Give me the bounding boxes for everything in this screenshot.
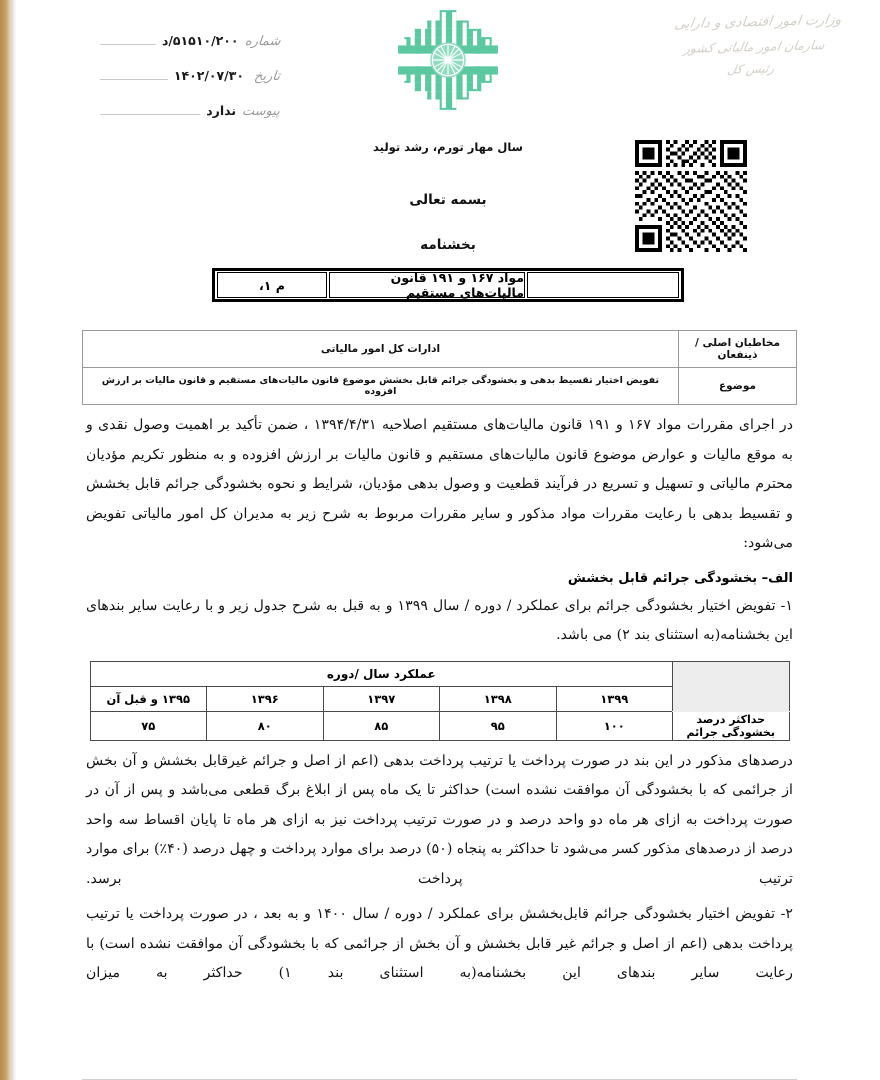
data-table-col-1397: ۱۳۹۷ [323,686,440,711]
meta-rule-attachment [100,114,200,115]
meta-value-number: ۵۱۵۱۰/۲۰۰/د [161,33,239,48]
letterhead [16,0,880,128]
forgiveness-percentage-table [90,661,790,741]
info-table [82,330,797,405]
title-box-empty-cell [527,272,679,298]
info-key-audience: مخاطبان اصلی / ذینفعان [679,331,797,368]
basmala: بسمه تعالی [409,192,487,208]
meta-value-attachment: ندارد [206,103,237,118]
data-table-value-1398: ۹۵ [440,711,557,740]
tax-administration-emblem-icon [396,8,500,112]
meta-row-attachment [100,84,280,119]
info-value-subject: تفویض اختیار تقسیط بدهی و بخشودگی جرائم قابل بخشش موضوع قانون مالیات‌های مستقیم و قانون مالیات بر ارزش افزوده [83,368,679,405]
document-page [16,0,880,1080]
data-table-value-1396: ۸۰ [207,711,324,740]
scan-edge-strip [0,0,11,1080]
meta-rule-date [100,79,168,80]
info-key-subject: موضوع [679,368,797,405]
table-row [83,368,797,405]
meta-value-date: ۱۴۰۲/۰۷/۳۰ [173,68,244,83]
clause-1-paragraph: ۱- تفویض اختیار بخشودگی جرائم برای عملکرد / دوره / سال ۱۳۹۹ و به قبل به شرح جدول زیر و با رعایت سایر بندهای این بخشنامه(به استثنای بند ۲) می باشد. [86,597,794,644]
data-table-corner-cell [673,661,790,711]
data-table-value-1399: ۱۰۰ [556,711,673,740]
table-row [90,711,789,740]
data-table-col-1398: ۱۳۹۸ [440,686,557,711]
ministry-line-3: رئیس کل [726,61,776,77]
title-box [212,268,684,302]
document-meta-block [100,14,280,119]
clause-2-paragraph: ۲- تفویض اختیار بخشودگی جرائم قابل‌بخشش برای عملکرد / دوره / سال ۱۴۰۰ و به بعد ، در صورت پرداخت یا ترتیب پرداخت بدهی (اعم از اصل و جرائم غیر قابل بخشش و آن بخش از جرائمی که با بخشودگی آن موافقت نشده است) با رعایت سایر بندهای این بخشنامه(به استثنای بند ۱) حداکثر به میزان [86,906,793,982]
title-box-code-cell: م ۱، [217,272,327,298]
meta-row-number [100,14,280,49]
intro-paragraph: در اجرای مقررات مواد ۱۶۷ و ۱۹۱ قانون مالیات‌های مستقیم اصلاحیه ۱۳۹۴/۴/۳۱ ، ضمن تأکید بر اهمیت وصول نقدی و به موقع مالیات و عوارض موضوع قانون مالیات‌های مستقیم و قانون مالیات بر ارزش افزوده و به منظور تکریم مؤدیان محترم مالیاتی و تسهیل و تسریع در فرآیند قطعیت و وصول بدهی مؤدیان، شرایط و نحوه بخشودگی جرائم قابل بخشش و تقسیط بدهی با رعایت مقررات مواد مذکور و سایر مقررات مربوط به شرح زیر به مدیران کل امور مالیاتی تفویض می‌شود: [86,417,794,552]
ministry-calligraphy [641,7,867,83]
post-table-paragraph: درصدهای مذکور در این بند در صورت پرداخت یا ترتیب پرداخت بدهی (اعم از اصل و جرائم غیرقابل بخشش و آن بخش از جرائمی که با بخشودگی آن موافقت نشده است) حداکثر تا یک ماه پس از ابلاغ برگ قطعی می‌باشد و پس از آن در صورت پرداخت به ازای هر ماه دو واحد درصد و در صورت ترتیب پرداخت نیز به ازای هر ماه تا پایان اقساط سه واحد درصد از درصدهای مذکور کسر می‌شود تا حداکثر به پنجاه (۵۰) درصد برای موارد پرداخت و چهل درصد (۴۰٪) برای موارد ترتیب پرداخت برسد. [86,752,793,887]
meta-row-date [100,49,280,84]
data-table-group-header: عملکرد سال /دوره [90,661,673,686]
table-row [83,331,797,368]
meta-label-date: تاریخ [253,69,281,84]
data-table-col-1399: ۱۳۹۹ [556,686,673,711]
table-row [90,661,789,686]
title-box-subject-cell: مواد ۱۶۷ و ۱۹۱ قانون مالیات‌های مستقیم [329,272,525,298]
section-heading-a: الف– بخشودگی جرائم قابل بخشش [567,570,793,586]
ministry-line-2: سازمان امور مالیاتی کشور [682,37,826,56]
meta-label-number: شماره [243,34,281,49]
meta-label-attachment: پیوست [241,104,281,119]
data-table-row-label: حداکثر درصد بخشودگی جرائم [673,711,790,740]
data-table-col-1395-and-before: ۱۳۹۵ و قبل آن [90,686,207,711]
data-table-value-1397: ۸۵ [323,711,440,740]
data-table-value-1395-and-before: ۷۵ [90,711,207,740]
ministry-line-1: وزارت امور اقتصادی و دارایی [673,11,843,33]
document-body [82,330,797,989]
data-table-col-1396: ۱۳۹۶ [207,686,324,711]
info-value-audience: ادارات کل امور مالیاتی [83,331,679,368]
year-slogan: سال مهار تورم، رشد تولید [373,140,523,154]
meta-rule-number [100,44,156,45]
document-type-heading: بخشنامه [420,237,476,253]
